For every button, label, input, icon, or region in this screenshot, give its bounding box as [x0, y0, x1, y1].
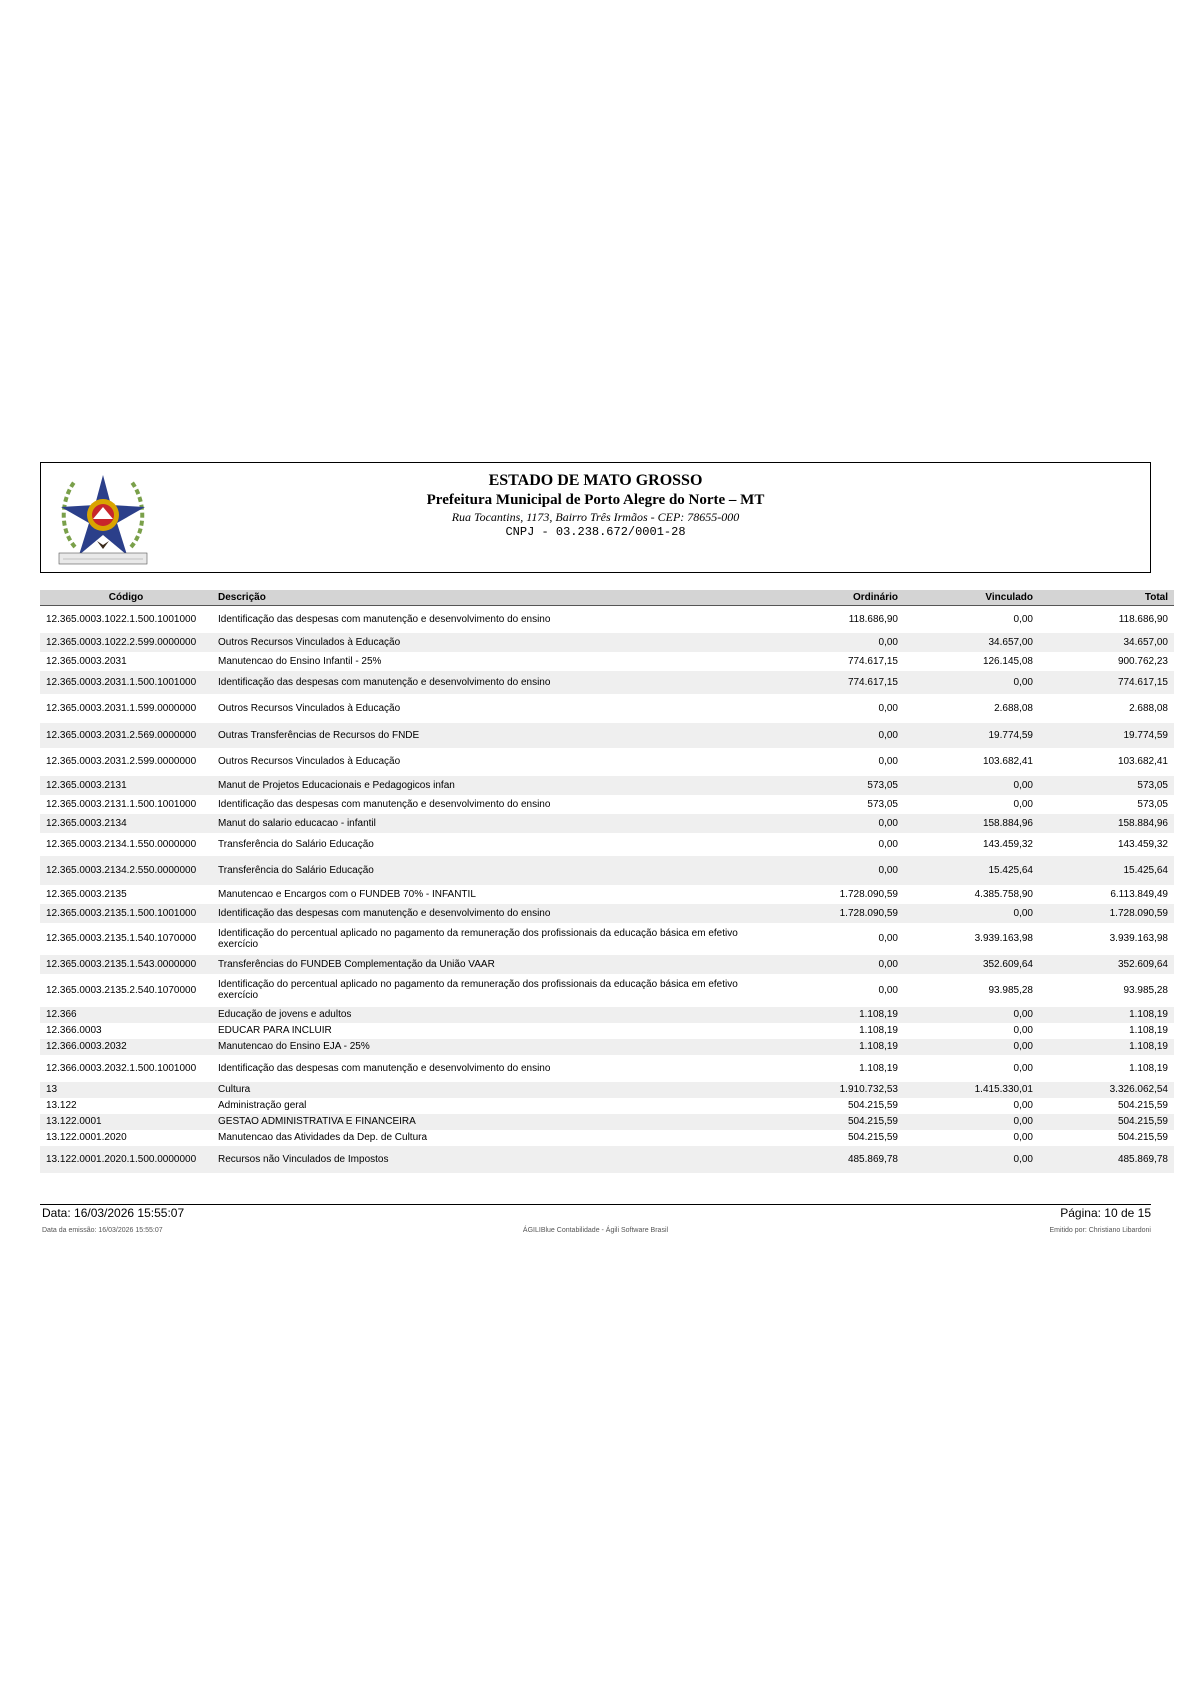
- table-row: [40, 885, 1174, 904]
- cell-code: 12.365.0003.1022.2.599.0000000: [40, 633, 212, 652]
- cell-total: 118.686,90: [1118, 613, 1168, 625]
- cell-total: 158.884,96: [1039, 814, 1174, 833]
- cell-code: 12.365.0003.2031.1.599.0000000: [46, 702, 197, 714]
- cell-description: Recursos não Vinculados de Impostos: [212, 1146, 769, 1173]
- col-code: Código: [40, 590, 212, 606]
- footer-page-number: Página: 10 de 15: [1060, 1206, 1151, 1220]
- cell-linked: 0,00: [904, 904, 1039, 923]
- cell-linked: 0,00: [1013, 798, 1033, 810]
- cell-code: 12.365.0003.2134.2.550.0000000: [40, 856, 212, 885]
- cell-code: 13.122: [46, 1100, 77, 1111]
- col-description: Descrição: [212, 590, 769, 606]
- cell-ordinary: 573,05: [769, 776, 904, 795]
- table-row: [40, 671, 1174, 694]
- cell-linked: 143.459,32: [982, 838, 1033, 850]
- cell-total: 1.108,19: [1039, 1039, 1174, 1055]
- cell-linked: 0,00: [1013, 613, 1033, 625]
- cell-linked: 352.609,64: [904, 955, 1039, 974]
- cell-total: 504.215,59: [1117, 1132, 1168, 1143]
- table-row: [40, 923, 1174, 955]
- cell-code: 12.366.0003.2032: [40, 1039, 212, 1055]
- table-row: [40, 955, 1174, 974]
- state-title: ESTADO DE MATO GROSSO: [488, 472, 703, 489]
- cell-ordinary: 0,00: [769, 814, 904, 833]
- table-row: [40, 904, 1174, 923]
- table-header-row: [40, 590, 1174, 606]
- cell-total: 103.682,41: [1117, 756, 1168, 767]
- cell-linked: 103.682,41: [982, 756, 1033, 767]
- cell-total: 573,05: [1039, 776, 1174, 795]
- table-row: [40, 1082, 1174, 1098]
- cell-description: Identificação das despesas com manutenção e desenvolvimento do ensino: [218, 613, 551, 625]
- cell-total: 1.108,19: [1039, 1007, 1174, 1023]
- table-row: [40, 1007, 1174, 1023]
- cell-code: 13.122.0001.2020.1.500.0000000: [40, 1146, 212, 1173]
- col-ordinary: Ordinário: [769, 590, 904, 606]
- cell-code: 12.365.0003.2135.1.500.1001000: [40, 904, 212, 923]
- col-linked: Vinculado: [904, 590, 1039, 606]
- cell-total: 1.728.090,59: [1039, 904, 1174, 923]
- cell-description: Identificação das despesas com manutenção e desenvolvimento do ensino: [212, 904, 769, 923]
- cell-total: 485.869,78: [1039, 1146, 1174, 1173]
- table-row: [40, 833, 1174, 856]
- cell-ordinary: 1.108,19: [769, 1007, 904, 1023]
- cell-ordinary: 0,00: [878, 702, 898, 714]
- table-row: [40, 1098, 1174, 1114]
- table-row: [40, 814, 1174, 833]
- cell-total: 6.113.849,49: [1110, 888, 1168, 900]
- cell-description: Outros Recursos Vinculados à Educação: [212, 633, 769, 652]
- cell-ordinary: 485.869,78: [769, 1146, 904, 1173]
- cell-total: 19.774,59: [1039, 723, 1174, 748]
- cell-linked: 93.985,28: [988, 984, 1033, 996]
- cell-code: 13.122.0001: [40, 1114, 212, 1130]
- expense-table: [40, 590, 1174, 1173]
- cell-linked: 19.774,59: [904, 723, 1039, 748]
- cell-description: Transferências do FUNDEB Complementação da União VAAR: [212, 955, 769, 974]
- cell-linked: 15.425,64: [904, 856, 1039, 885]
- cell-linked: 0,00: [904, 1007, 1039, 1023]
- cell-code: 12.365.0003.2131: [40, 776, 212, 795]
- cell-total: 504.215,59: [1117, 1100, 1168, 1111]
- cell-ordinary: 1.728.090,59: [839, 888, 898, 900]
- footer-divider: [40, 1204, 1151, 1205]
- cell-total: 93.985,28: [1123, 984, 1168, 996]
- cell-linked: 0,00: [1013, 1132, 1033, 1143]
- table-row: [40, 633, 1174, 652]
- cell-linked: 0,00: [904, 1146, 1039, 1173]
- table-row: [40, 1039, 1174, 1055]
- table-row: [40, 748, 1174, 776]
- cell-total: 1.108,19: [1129, 1025, 1168, 1036]
- cell-description: Transferência do Salário Educação: [218, 838, 374, 850]
- cell-ordinary: 774.617,15: [847, 655, 898, 667]
- footer-issued-by: Emitido por: Christiano Libardoni: [1049, 1227, 1151, 1234]
- cell-code: 12.365.0003.2131.1.500.1001000: [46, 798, 197, 810]
- table-row: [40, 1023, 1174, 1039]
- table-row: [40, 1130, 1174, 1146]
- cell-ordinary: 0,00: [878, 838, 898, 850]
- cell-description: Administração geral: [218, 1100, 307, 1111]
- cell-ordinary: 0,00: [769, 633, 904, 652]
- cell-total: 15.425,64: [1039, 856, 1174, 885]
- cell-ordinary: 774.617,15: [769, 671, 904, 694]
- cell-linked: 2.688,08: [994, 702, 1033, 714]
- cell-linked: 126.145,08: [982, 655, 1033, 667]
- cell-description: Cultura: [212, 1082, 769, 1098]
- cell-linked: 34.657,00: [904, 633, 1039, 652]
- cell-total: 34.657,00: [1039, 633, 1174, 652]
- table-row: [40, 723, 1174, 748]
- cell-linked: 4.385.758,90: [974, 888, 1033, 900]
- cell-description: Identificação das despesas com manutenção e desenvolvimento do ensino: [218, 798, 551, 810]
- cell-ordinary: 0,00: [769, 955, 904, 974]
- cell-description: Outros Recursos Vinculados à Educação: [218, 702, 401, 714]
- cell-code: 12.365.0003.2135.1.543.0000000: [40, 955, 212, 974]
- cell-linked: 0,00: [1013, 1025, 1033, 1036]
- cell-linked: 0,00: [1013, 1062, 1033, 1074]
- cell-code: 12.365.0003.2031: [46, 655, 127, 667]
- cell-total: 573,05: [1137, 798, 1168, 810]
- footer-software: ÁGILIBlue Contabilidade - Ágili Software Brasil: [522, 1227, 669, 1234]
- cell-description: Identificação das despesas com manutenção e desenvolvimento do ensino: [218, 1062, 551, 1074]
- cell-code: 12.365.0003.2135: [46, 888, 127, 900]
- cell-ordinary: 573,05: [867, 798, 898, 810]
- cell-linked: 3.939.163,98: [974, 933, 1033, 944]
- cell-description: Manut de Projetos Educacionais e Pedagogicos infan: [212, 776, 769, 795]
- cell-total: 2.688,08: [1129, 702, 1168, 714]
- cell-linked: 158.884,96: [904, 814, 1039, 833]
- cell-linked: 0,00: [904, 671, 1039, 694]
- cell-code: 12.365.0003.2134.1.550.0000000: [46, 838, 197, 850]
- cell-code: 12.365.0003.1022.1.500.1001000: [46, 613, 197, 625]
- cell-description: Educação de jovens e adultos: [212, 1007, 769, 1023]
- cell-description: Manutencao das Atividades da Dep. de Cultura: [218, 1132, 428, 1143]
- table-row: [40, 606, 1174, 633]
- cell-ordinary: 118.686,90: [848, 613, 898, 625]
- cell-code: 12.365.0003.2031.1.500.1001000: [40, 671, 212, 694]
- cell-ordinary: 0,00: [878, 756, 898, 767]
- table-row: [40, 795, 1174, 814]
- cell-description: Manutencao do Ensino EJA - 25%: [212, 1039, 769, 1055]
- cell-code: 12.365.0003.2134: [40, 814, 212, 833]
- cell-ordinary: 1.910.732,53: [769, 1082, 904, 1098]
- cell-description: Identificação do percentual aplicado no pagamento da remuneração dos profissionais da educação básica em efetivo exercício: [218, 979, 738, 1001]
- cell-code: 12.365.0003.2031.2.599.0000000: [46, 756, 197, 767]
- table-row: [40, 694, 1174, 723]
- table-row: [40, 974, 1174, 1007]
- cell-code: 12.365.0003.2135.2.540.1070000: [46, 984, 197, 996]
- cell-ordinary: 1.108,19: [859, 1025, 898, 1036]
- cell-total: 774.617,15: [1039, 671, 1174, 694]
- cell-description: EDUCAR PARA INCLUIR: [218, 1025, 332, 1036]
- footer-emission-date: Data da emissão: 16/03/2026 15:55:07: [42, 1227, 163, 1234]
- cell-code: 12.366.0003.2032.1.500.1001000: [46, 1062, 197, 1074]
- cell-description: Outras Transferências de Recursos do FNDE: [212, 723, 769, 748]
- cell-description: Identificação do percentual aplicado no pagamento da remuneração dos profissionais da educação básica em efetivo exercício: [218, 927, 738, 950]
- cell-ordinary: 504.215,59: [769, 1114, 904, 1130]
- cell-total: 900.762,23: [1117, 655, 1168, 667]
- cnpj: CNPJ - 03.238.672/0001-28: [505, 525, 686, 539]
- cell-code: 12.365.0003.2031.2.569.0000000: [40, 723, 212, 748]
- report-header: [40, 462, 1151, 573]
- cell-ordinary: 1.108,19: [859, 1062, 898, 1074]
- cell-ordinary: 504.215,59: [847, 1132, 898, 1143]
- cell-description: Identificação das despesas com manutenção e desenvolvimento do ensino: [212, 671, 769, 694]
- cell-linked: 1.415.330,01: [904, 1082, 1039, 1098]
- cell-total: 352.609,64: [1039, 955, 1174, 974]
- cell-total: 1.108,19: [1129, 1062, 1168, 1074]
- cell-ordinary: 1.108,19: [769, 1039, 904, 1055]
- cell-description: Outros Recursos Vinculados à Educação: [218, 756, 401, 767]
- table-row: [40, 1146, 1174, 1173]
- cell-linked: 0,00: [1013, 1100, 1033, 1111]
- cell-ordinary: 0,00: [769, 723, 904, 748]
- cell-ordinary: 1.728.090,59: [769, 904, 904, 923]
- cell-ordinary: 0,00: [769, 856, 904, 885]
- cell-code: 12.365.0003.2135.1.540.1070000: [46, 933, 197, 944]
- footer-date: Data: 16/03/2026 15:55:07: [42, 1206, 185, 1220]
- cell-code: 12.366.0003: [46, 1025, 102, 1036]
- cell-code: 13.122.0001.2020: [46, 1132, 127, 1143]
- cell-code: 12.366: [40, 1007, 212, 1023]
- cell-ordinary: 0,00: [878, 984, 898, 996]
- cell-linked: 0,00: [904, 776, 1039, 795]
- table-body: [40, 606, 1174, 1173]
- table-row: [40, 1055, 1174, 1082]
- cell-total: 504.215,59: [1039, 1114, 1174, 1130]
- cell-ordinary: 0,00: [878, 933, 898, 944]
- table-row: [40, 776, 1174, 795]
- cell-total: 3.939.163,98: [1109, 933, 1168, 944]
- cell-linked: 0,00: [904, 1039, 1039, 1055]
- col-total: Total: [1039, 590, 1174, 606]
- cell-description: Manut do salario educacao - infantil: [212, 814, 769, 833]
- table-row: [40, 856, 1174, 885]
- cell-linked: 0,00: [904, 1114, 1039, 1130]
- cell-code: 13: [40, 1082, 212, 1098]
- cell-description: GESTAO ADMINISTRATIVA E FINANCEIRA: [212, 1114, 769, 1130]
- cell-total: 143.459,32: [1117, 838, 1168, 850]
- cell-description: Manutencao do Ensino Infantil - 25%: [218, 655, 382, 667]
- table-row: [40, 1114, 1174, 1130]
- cell-description: Manutencao e Encargos com o FUNDEB 70% - INFANTIL: [218, 888, 476, 900]
- table-row: [40, 652, 1174, 671]
- address: Rua Tocantins, 1173, Bairro Três Irmãos - CEP: 78655-000: [451, 510, 740, 524]
- cell-ordinary: 504.215,59: [847, 1100, 898, 1111]
- cell-description: Transferência do Salário Educação: [212, 856, 769, 885]
- municipality-title: Prefeitura Municipal de Porto Alegre do Norte – MT: [426, 492, 765, 508]
- cell-total: 3.326.062,54: [1039, 1082, 1174, 1098]
